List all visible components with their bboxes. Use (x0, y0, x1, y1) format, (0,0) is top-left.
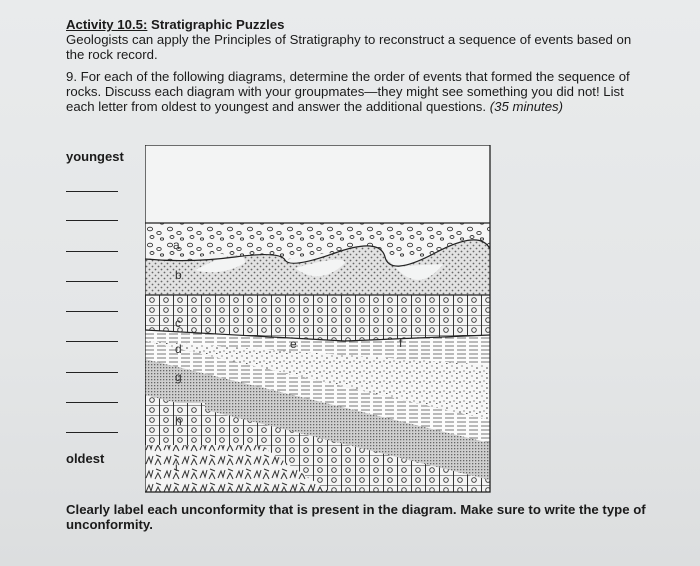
question-time: (35 minutes) (489, 99, 564, 114)
question-9 (66, 69, 646, 114)
unit-label-b: b (175, 268, 182, 282)
activity-header (66, 17, 646, 62)
activity-intro: Geologists can apply the Principles of Stratigraphy to reconstruct a sequence of events based on the rock record. (66, 32, 632, 62)
answer-blank[interactable] (66, 191, 118, 192)
unit-label-i: i (175, 460, 178, 474)
unit-label-e: e (290, 337, 297, 351)
activity-label: Activity 10.5: (66, 17, 148, 32)
unit-label-h: h (175, 414, 182, 428)
unconformity-instruction: Clearly label each unconformity that is present in the diagram. Make sure to write the type of unconformity. (66, 502, 646, 532)
answer-blank[interactable] (66, 281, 118, 282)
answer-blank[interactable] (66, 251, 118, 252)
unit-label-c: c (175, 316, 181, 330)
answer-blank[interactable] (66, 432, 118, 433)
upper-blank-area (145, 145, 490, 223)
unit-label-g: g (175, 370, 182, 384)
youngest-label: youngest (66, 149, 124, 164)
answer-blank[interactable] (66, 402, 118, 403)
stratigraphic-diagram (145, 145, 495, 495)
oldest-label: oldest (66, 451, 105, 466)
unit-label-a: a (173, 238, 180, 252)
activity-title-row (66, 17, 646, 32)
answer-blank[interactable] (66, 311, 118, 312)
question-text: 9. For each of the following diagrams, determine the order of events that formed the sequence of rocks. Discuss each diagram with your groupmates—they might see something you did not! List each letter from oldest to youngest and answer the additional questions. (66, 69, 630, 114)
answer-blank[interactable] (66, 220, 118, 221)
unit-label-f: f (399, 336, 403, 350)
activity-title: Stratigraphic Puzzles (147, 17, 285, 32)
answer-blank[interactable] (66, 341, 118, 342)
answer-blank[interactable] (66, 372, 118, 373)
unit-label-d: d (175, 342, 182, 356)
